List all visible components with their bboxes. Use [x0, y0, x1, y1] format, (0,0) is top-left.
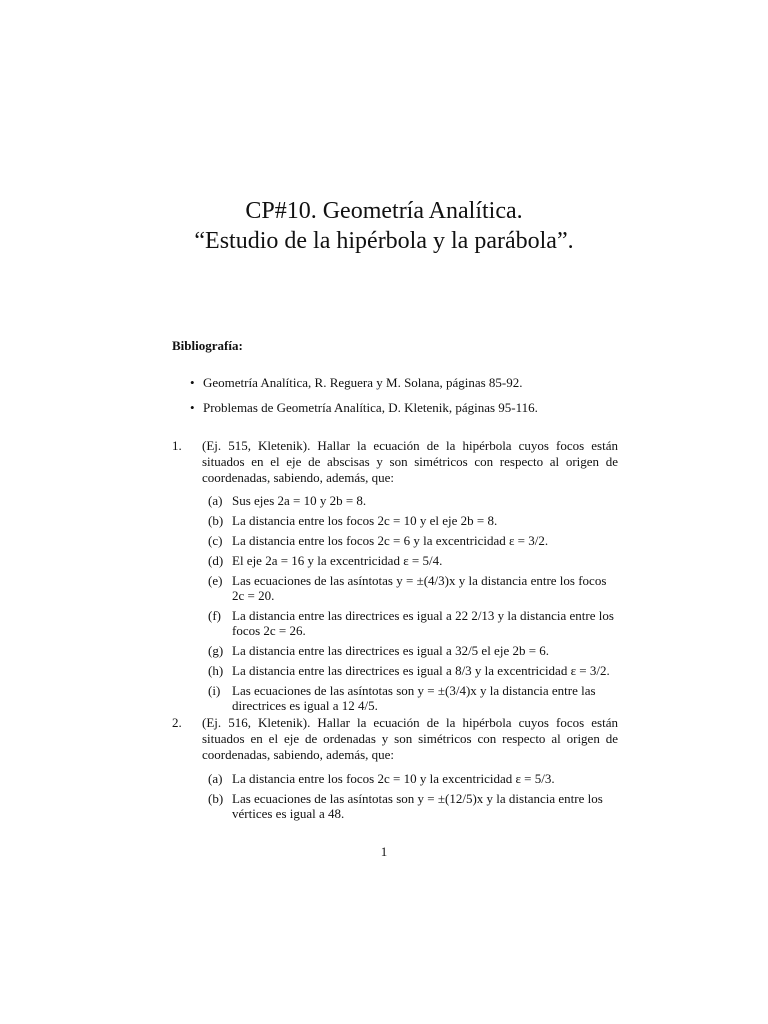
list-item: (h) La distancia entre las directrices es igual a 8/3 y la excentricidad ε = 3/2.	[208, 663, 610, 678]
problem-number: 2.	[172, 715, 182, 730]
list-item: (c) La distancia entre los focos 2c = 6 y la excentricidad ε = 3/2.	[208, 533, 549, 548]
list-item: (i) Las ecuaciones de las asíntotas son y = ±(3/4)x y la distancia entre las directrices es igual a 12 4/5.	[208, 683, 596, 713]
list-item: (d) El eje 2a = 16 y la excentricidad ε = 5/4.	[208, 553, 443, 568]
problem-2-items	[208, 771, 618, 826]
bibliography-heading: Bibliografía:	[172, 338, 243, 353]
bibliography-item: • Geometría Analítica, R. Reguera y M. Solana, páginas 85-92.	[190, 375, 523, 390]
problem-2	[172, 715, 618, 763]
bibliography-item: • Problemas de Geometría Analítica, D. Kletenik, páginas 95-116.	[190, 400, 538, 415]
list-item: (b) La distancia entre los focos 2c = 10 y el eje 2b = 8.	[208, 513, 498, 528]
title-line-1: CP#10. Geometría Analítica.	[245, 198, 523, 224]
list-item: (e) Las ecuaciones de las asíntotas y = ±(4/3)x y la distancia entre los focos 2c = 20.	[208, 573, 607, 603]
problem-statement: (Ej. 515, Kletenik). Hallar la ecuación de la hipérbola cuyos focos están situados en el eje de abscisas y son simétricos con respecto al origen de coordenadas, sabiendo, además, que:	[202, 438, 618, 485]
bullet-icon: •	[190, 400, 195, 415]
list-item: (g) La distancia entre las directrices es igual a 32/5 el eje 2b = 6.	[208, 643, 550, 658]
bullet-icon: •	[190, 375, 195, 390]
problem-1-items	[208, 493, 618, 718]
list-item: (a) La distancia entre los focos 2c = 10 y la excentricidad ε = 5/3.	[208, 771, 555, 786]
title-line-2: “Estudio de la hipérbola y la parábola”.	[194, 228, 574, 254]
problem-1	[172, 438, 618, 486]
problem-number: 1.	[172, 438, 182, 453]
problem-statement: (Ej. 516, Kletenik). Hallar la ecuación de la hipérbola cuyos focos están situados en el eje de ordenadas y son simétricos con respecto al origen de coordenadas, sabiendo, además, que:	[202, 715, 618, 762]
page-number: 1	[380, 844, 388, 859]
list-item: (a) Sus ejes 2a = 10 y 2b = 8.	[208, 493, 367, 508]
list-item: (f) La distancia entre las directrices es igual a 22 2/13 y la distancia entre los focos 2c = 26.	[208, 608, 614, 638]
list-item: (b) Las ecuaciones de las asíntotas son y = ±(12/5)x y la distancia entre los vértices es igual a 48.	[208, 791, 603, 821]
